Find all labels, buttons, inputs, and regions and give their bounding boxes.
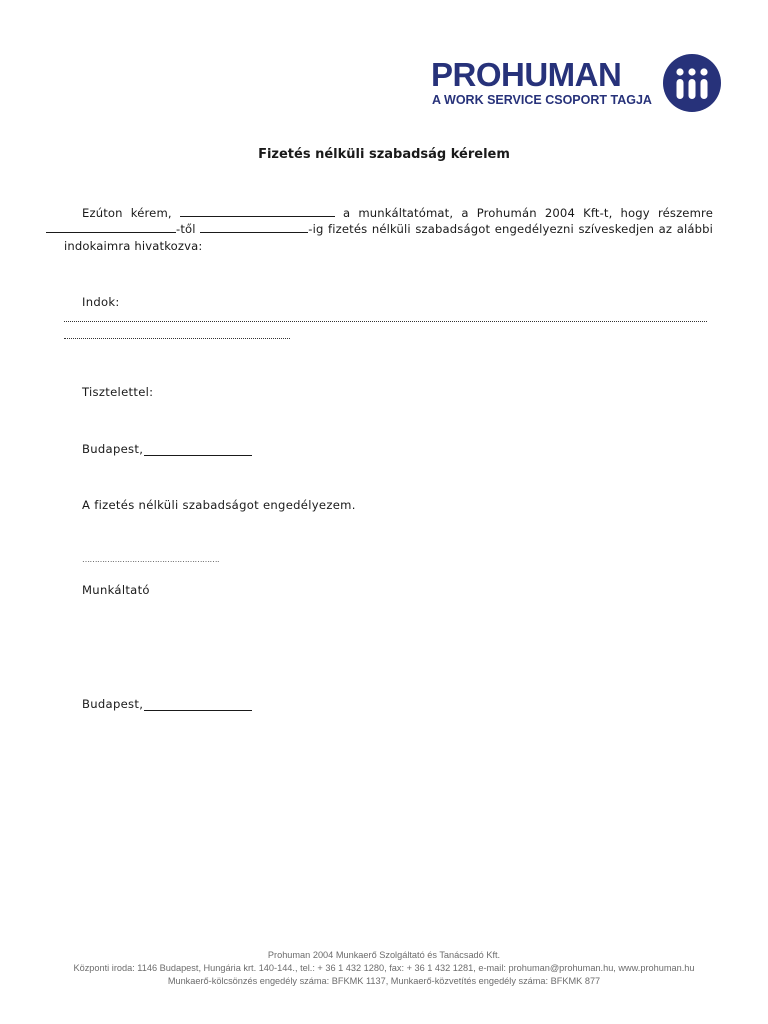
reason-dotted-line-1[interactable] xyxy=(64,321,707,322)
signature-line[interactable]: ………………………………………………. xyxy=(82,555,220,564)
date-blank-1[interactable] xyxy=(144,455,252,456)
closing-text: Tisztelettel: xyxy=(82,385,154,399)
request-text-4: -ig fizetés nélküli szabadságot engedélyezni szíveskedjen az alábbi indokaimra hivatkozva: xyxy=(64,222,714,253)
date-blank-2[interactable] xyxy=(144,710,252,711)
logo-tagline: A WORK SERVICE CSOPORT TAGJA xyxy=(432,93,652,107)
city-label-1: Budapest, xyxy=(82,442,144,456)
start-date-blank[interactable] xyxy=(46,222,176,233)
request-text-3: -től xyxy=(176,222,196,237)
name-blank[interactable] xyxy=(180,206,335,217)
request-text-2: a munkáltatómat, a Prohumán 2004 Kft-t, hogy részemre xyxy=(342,206,713,220)
approval-text: A fizetés nélküli szabadságot engedélyezem. xyxy=(82,498,356,512)
document-title: Fizetés nélküli szabadság kérelem xyxy=(258,147,510,162)
request-text-1: Ezúton kérem, xyxy=(82,206,172,220)
footer-contact: Központi iroda: 1146 Budapest, Hungária krt. 140-144., tel.: + 36 1 432 1280, fax: + 36 1 432 1281, e-mail: prohuman@prohuman.hu, www.prohuman.hu xyxy=(73,963,695,973)
footer-license: Munkaerő-kölcsönzés engedély száma: BFKMK 1137, Munkaerő-közvetítés engedély száma: BFKMK 877 xyxy=(167,976,601,986)
employer-label: Munkáltató xyxy=(82,583,150,597)
reason-label: Indok: xyxy=(82,295,120,309)
city-label-2: Budapest, xyxy=(82,697,144,711)
end-date-blank[interactable] xyxy=(200,222,308,233)
reason-dotted-line-2[interactable] xyxy=(64,338,290,339)
request-paragraph xyxy=(64,205,713,254)
footer-company: Prohuman 2004 Munkaerő Szolgáltató és Tanácsadó Kft. xyxy=(267,950,501,960)
logo-wordmark: PROHUMAN xyxy=(431,56,622,93)
logo-emblem-icon xyxy=(663,54,721,112)
